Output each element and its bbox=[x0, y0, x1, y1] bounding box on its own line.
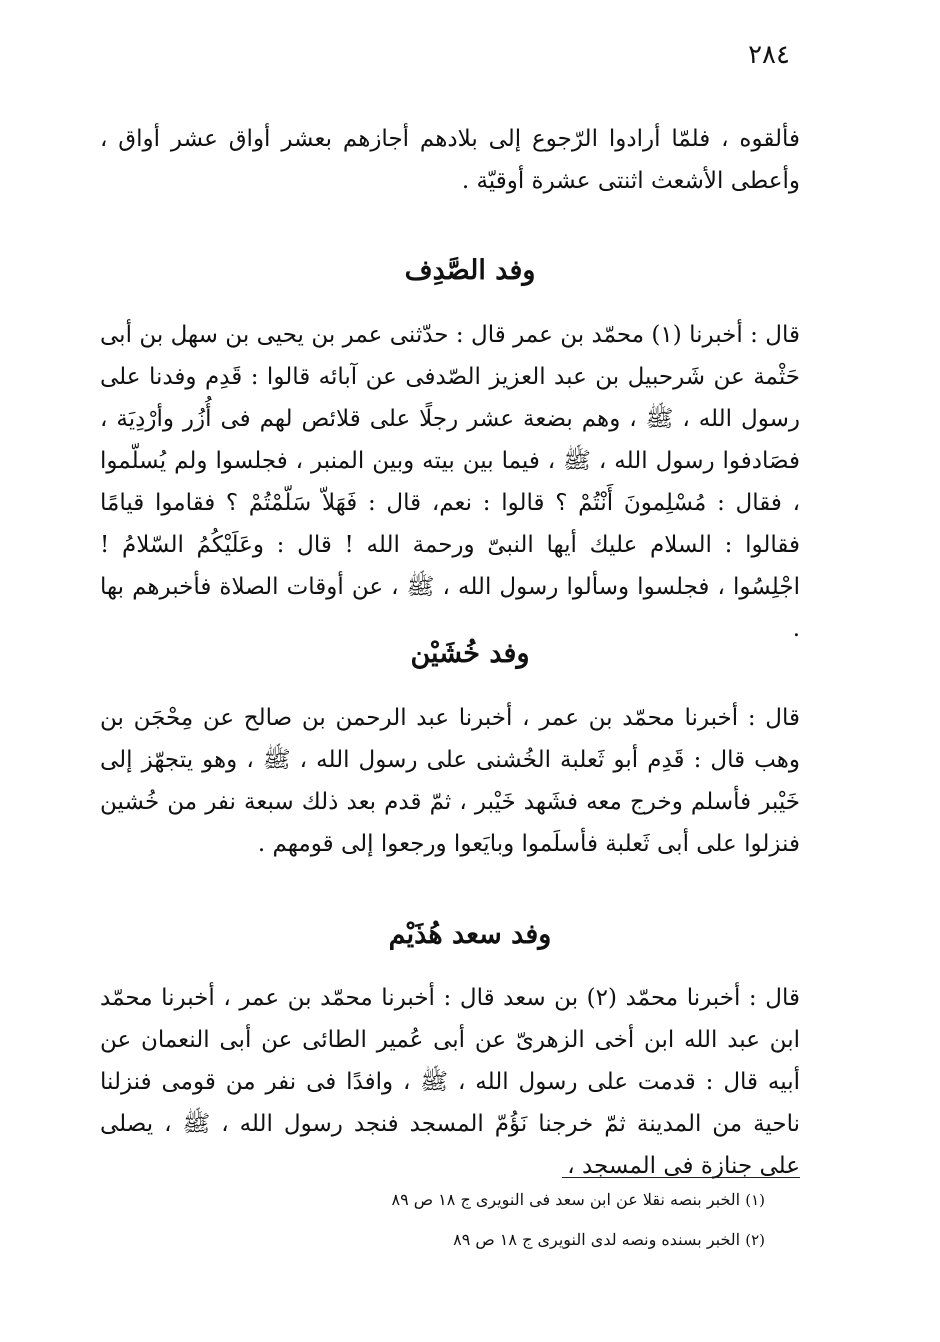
section-body-sadif: قال : أخبرنا (١) محمّد بن عمر قال : حدّثنى عمر بن يحيى بن سهل بن أبى حَثْمة عن شَرحبيل بن عبد العزيز الصّدفى عن آبائه قالوا : قَدِم وفدنا على رسول الله ، ﷺ ، وهم بضعة عشر رجلًا على قلائص لهم فى أُزُر وأرْدِيَة ، فصَادفوا رسول الله ، ﷺ ، فيما بين بيته وبين المنبر ، فجلسوا ولم يُسلّموا ، فقال : مُسْلِمونَ أَنْتُمْ ؟ قالوا : نعم، قال : فَهَلاّ سَلّمْتُمْ ؟ فقاموا قيامًا فقالوا : السلام عليك أيها النبىّ ورحمة الله ! قال : وعَلَيْكُمُ السّلامُ ! اجْلِسُوا ، فجلسوا وسألوا رسول الله ، ﷺ ، عن أوقات الصلاة فأخبرهم بها . bbox=[100, 322, 800, 642]
section-body-khushayn: قال : أخبرنا محمّد بن عمر ، أخبرنا عبد الرحمن بن صالح عن مِحْجَن بن وهب قال : قَدِم أبو ثَعلبة الخُشنى على رسول الله ، ﷺ ، وهو يتجهّز إلى خَيْبر فأسلم وخرج معه فشَهد خَيْبر ، ثمّ قدم بعد ذلك سبعة نفر من خُشين فنزلوا على أبى ثَعلبة فأسلَموا وبايَعوا ورجعوا إلى قومهم . bbox=[100, 705, 800, 857]
footnote-1 bbox=[391, 1188, 765, 1212]
section-body-saad-hudhaym: قال : أخبرنا محمّد (٢) بن سعد قال : أخبرنا محمّد بن عمر ، أخبرنا محمّد ابن عبد الله ابن أخى الزهرىّ عن أبى عُمير الطائى عن أبى النعمان عن أبيه قال : قدمت على رسول الله ، ﷺ ، وافدًا فى نفر من قومى فنزلنا ناحية من المدينة ثمّ خرجنا نَؤُمّ المسجد فنجد رسول الله ، ﷺ ، يصلى على جنازة فى المسجد ، bbox=[100, 985, 800, 1179]
section-heading-saad-hudhaym: وفد سعد هُذَيْم bbox=[388, 919, 552, 950]
footnote-number: (٢) bbox=[745, 1231, 765, 1249]
section-heading-sadif: وفد الصَّدِف bbox=[404, 255, 536, 286]
footnote-divider bbox=[562, 1177, 800, 1178]
footnote-text: الخبر بسنده ونصه لدى النويرى ج ١٨ ص ٨٩ bbox=[453, 1230, 741, 1249]
section-heading-khushayn: وفد خُشَيْن bbox=[410, 638, 530, 669]
footnote-text: الخبر بنصه نقلا عن ابن سعد فى النويرى ج ١٨ ص ٨٩ bbox=[391, 1190, 741, 1209]
footnote-number: (١) bbox=[745, 1191, 765, 1209]
page-number: ٢٨٤ bbox=[748, 40, 790, 70]
intro-paragraph: فألقوه ، فلمّا أرادوا الرّجوع إلى بلادهم أجازهم بعشر أواق عشر أواق ، وأعطى الأشعث اثنتى عشرة أوقيّة . bbox=[100, 126, 800, 194]
footnote-2 bbox=[453, 1228, 765, 1252]
